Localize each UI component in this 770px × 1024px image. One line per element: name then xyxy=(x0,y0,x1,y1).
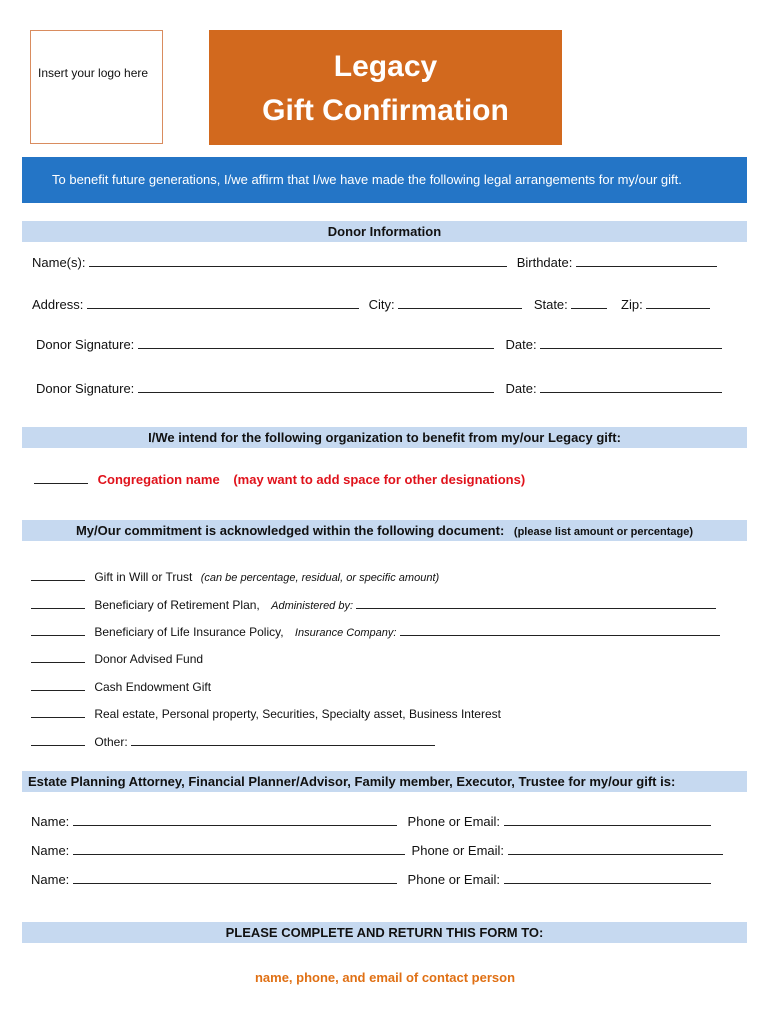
birthdate-label: Birthdate: xyxy=(516,255,573,270)
names-label: Name(s): xyxy=(32,255,86,270)
logo-placeholder xyxy=(30,30,163,144)
organization-header: I/We intend for the following organization to benefit from my/our Legacy gift: xyxy=(22,427,747,448)
commitment-item-note: Insurance Company: xyxy=(294,627,397,639)
commitment-item-note: (can be percentage, residual, or specific amount) xyxy=(200,572,440,584)
advisor-row xyxy=(31,871,711,887)
city-field[interactable] xyxy=(398,296,522,309)
congregation-name: Congregation name xyxy=(97,472,220,487)
advisor-name-label: Name: xyxy=(31,872,70,887)
congregation-row xyxy=(34,471,525,487)
return-contact: name, phone, and email of contact person xyxy=(254,970,516,985)
commitment-item xyxy=(31,596,716,612)
insurance-company-field[interactable] xyxy=(400,623,720,636)
date-field[interactable] xyxy=(540,380,722,393)
signature-field[interactable] xyxy=(138,380,494,393)
advisor-contact-field[interactable] xyxy=(504,813,711,826)
commitment-item-label: Donor Advised Fund xyxy=(94,652,204,666)
advisor-contact-label: Phone or Email: xyxy=(411,843,505,858)
logo-placeholder-text: Insert your logo here xyxy=(38,66,149,80)
advisors-header: Estate Planning Attorney, Financial Planner/Advisor, Family member, Executor, Trustee for my/our gift is: xyxy=(22,771,747,792)
commitment-item xyxy=(31,623,720,639)
commitment-item-label: Cash Endowment Gift xyxy=(94,680,212,694)
commitment-item-label: Beneficiary of Retirement Plan, xyxy=(94,598,260,612)
intro-banner xyxy=(22,157,747,203)
advisor-contact-field[interactable] xyxy=(504,871,711,884)
intro-text: To benefit future generations, I/we affirm that I/we have made the following legal arrangements for my/our gift. xyxy=(52,172,682,187)
commitment-item xyxy=(31,678,211,694)
advisor-name-label: Name: xyxy=(31,843,70,858)
return-header: PLEASE COMPLETE AND RETURN THIS FORM TO: xyxy=(22,922,747,943)
commitment-item-label: Other: xyxy=(94,735,128,749)
advisor-name-field[interactable] xyxy=(73,871,397,884)
address-field[interactable] xyxy=(87,296,359,309)
congregation-note: (may want to add space for other designations) xyxy=(233,472,526,487)
commitment-item-label: Gift in Will or Trust xyxy=(94,570,193,584)
signature-row-1 xyxy=(36,336,722,352)
other-field[interactable] xyxy=(131,733,435,746)
state-field[interactable] xyxy=(571,296,607,309)
city-label: City: xyxy=(368,297,395,312)
donor-info-header: Donor Information xyxy=(22,221,747,242)
commitment-check-field[interactable] xyxy=(31,568,85,581)
advisor-row xyxy=(31,842,723,858)
date-label: Date: xyxy=(505,337,537,352)
advisor-row xyxy=(31,813,711,829)
advisor-contact-label: Phone or Email: xyxy=(407,872,501,887)
signature-label: Donor Signature: xyxy=(36,381,135,396)
signature-label: Donor Signature: xyxy=(36,337,135,352)
commitment-item-note: Administered by: xyxy=(271,600,354,612)
commitment-item-label: Beneficiary of Life Insurance Policy, xyxy=(94,625,284,639)
commitment-item xyxy=(31,568,439,584)
state-label: State: xyxy=(533,297,568,312)
signature-field[interactable] xyxy=(138,336,494,349)
administered-by-field[interactable] xyxy=(356,596,716,609)
address-row xyxy=(32,296,710,312)
address-label: Address: xyxy=(32,297,84,312)
signature-row-2 xyxy=(36,380,722,396)
names-row xyxy=(32,254,717,270)
date-field[interactable] xyxy=(540,336,722,349)
title-line-1: Legacy xyxy=(333,50,438,83)
zip-field[interactable] xyxy=(646,296,710,309)
advisor-name-label: Name: xyxy=(31,814,70,829)
advisor-name-field[interactable] xyxy=(73,813,397,826)
zip-label: Zip: xyxy=(621,297,643,312)
commitment-header-text: My/Our commitment is acknowledged within the following document: xyxy=(75,523,505,538)
names-field[interactable] xyxy=(89,254,507,267)
commitment-check-field[interactable] xyxy=(31,705,85,718)
advisor-contact-field[interactable] xyxy=(508,842,723,855)
birthdate-field[interactable] xyxy=(576,254,717,267)
commitment-item xyxy=(31,650,203,666)
commitment-check-field[interactable] xyxy=(31,678,85,691)
commitment-item xyxy=(31,705,501,721)
commitment-item-label: Real estate, Personal property, Securities, Specialty asset, Business Interest xyxy=(94,707,501,721)
commitment-check-field[interactable] xyxy=(31,596,85,609)
congregation-check-field[interactable] xyxy=(34,471,88,484)
commitment-header xyxy=(22,520,747,541)
advisor-name-field[interactable] xyxy=(73,842,405,855)
form-title-banner xyxy=(209,30,562,145)
date-label: Date: xyxy=(505,381,537,396)
commitment-check-field[interactable] xyxy=(31,733,85,746)
title-line-2: Gift Confirmation xyxy=(262,94,509,127)
advisor-contact-label: Phone or Email: xyxy=(407,814,501,829)
commitment-header-note: (please list amount or percentage) xyxy=(513,526,694,538)
commitment-item xyxy=(31,733,435,749)
commitment-check-field[interactable] xyxy=(31,650,85,663)
commitment-check-field[interactable] xyxy=(31,623,85,636)
